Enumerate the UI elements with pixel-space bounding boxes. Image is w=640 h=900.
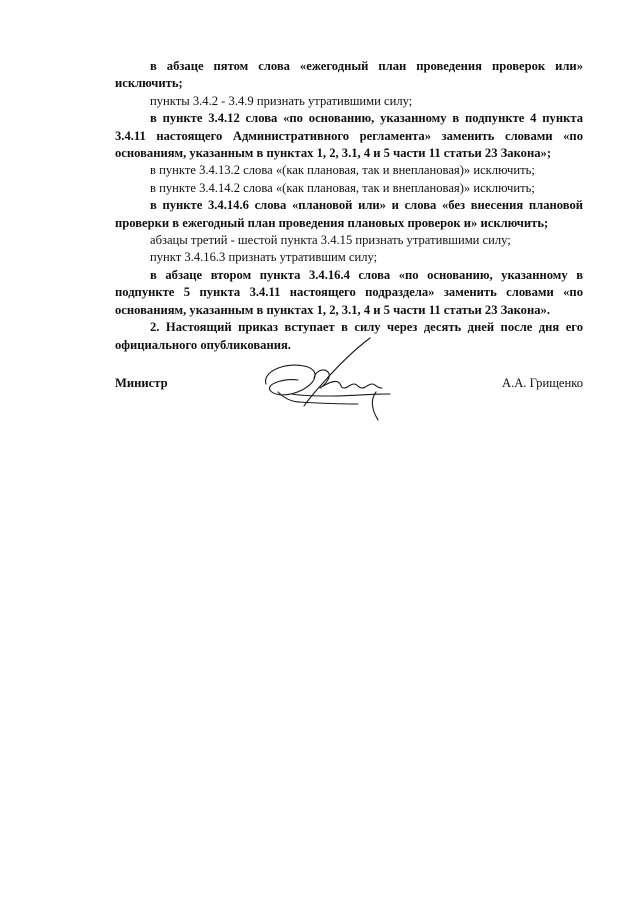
paragraph-item-2: пункты 3.4.2 - 3.4.9 признать утратившими силу; — [150, 93, 413, 108]
paragraph-effective-date: 2. Настоящий приказ вступает в силу через десять дней после дня его официального опубликования. — [115, 320, 583, 352]
paragraph-item-9: в абзаце втором пункта 3.4.16.4 слова «по основанию, указанному в подпункте 5 пункта 3.4.11 настоящего подраздела» заменить словами «по основаниям, указанным в пунктах 1, 2, 3.1, 4 и 5 части 11 статьи 23 Закона». — [115, 267, 583, 317]
signer-name: А.А. Грищенко — [502, 376, 583, 390]
paragraph-item-6: в пункте 3.4.14.6 слова «плановой или» и слова «без внесения плановой проверки в ежегодный план проведения плановых проверок и» исключить; — [115, 198, 583, 230]
signer-title: Министр — [115, 376, 168, 390]
document-body — [115, 58, 583, 354]
paragraph-item-1: в абзаце пятом слова «ежегодный план проведения проверок или» исключить; — [115, 59, 583, 91]
paragraph-item-8: пункт 3.4.16.3 признать утратившим силу; — [150, 250, 378, 265]
paragraph-item-4: в пункте 3.4.13.2 слова «(как плановая, так и внеплановая)» исключить; — [150, 163, 535, 178]
paragraph-item-7: абзацы третий - шестой пункта 3.4.15 признать утратившими силу; — [150, 233, 511, 248]
paragraph-item-3: в пункте 3.4.12 слова «по основанию, указанному в подпункте 4 пункта 3.4.11 настоящего Административного регламента» заменить словами «по основаниям, указанным в пунктах 1, 2, 3.1, 4 и 5 части 11 статьи 23 Закона»; — [115, 111, 583, 161]
handwritten-signature — [258, 332, 398, 424]
paragraph-item-5: в пункте 3.4.14.2 слова «(как плановая, так и внеплановая)» исключить; — [150, 180, 535, 195]
